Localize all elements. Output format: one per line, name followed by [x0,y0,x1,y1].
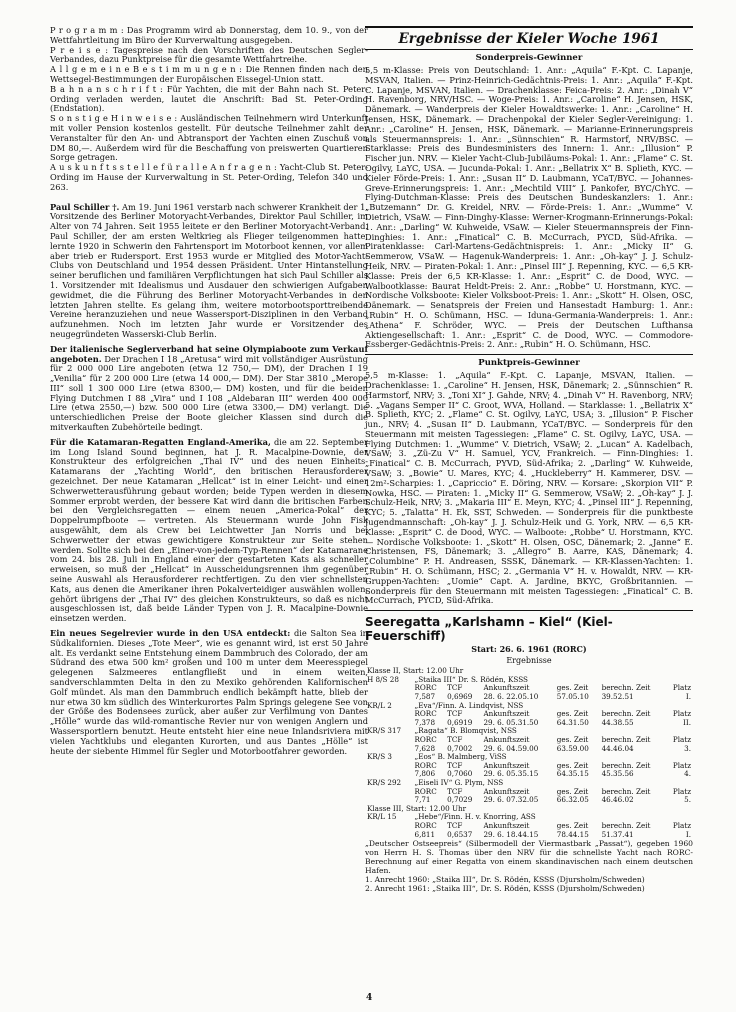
table-cell: TCF [447,709,463,719]
usa-article [50,629,368,756]
table-cell: Ankunftszeit [483,683,530,693]
italian-heading: Der italienische Seglerverband hat seine Olympiaboote zum Verkauf angeboten. [50,343,368,364]
table-cell: 63.59.00 [556,743,589,753]
table-cell: 66.32.05 [556,795,589,805]
table-cell: berechn. Zeit [601,734,651,744]
table-cell: berechn. Zeit [601,709,651,719]
table-cell [365,762,413,771]
table-cell [365,788,413,797]
table-cell: Platz [672,734,691,744]
table-cell: 0,6919 [447,717,473,727]
table-cell: ges. Zeit [556,820,589,830]
results-subheading: Ergebnisse [506,656,552,666]
table-cell: Klasse II, Start: 12.00 Uhr [367,666,464,676]
table-cell: Klasse III, Start: 12.00 Uhr [367,803,467,813]
table-cell: berechn. Zeit [601,683,651,693]
table-cell: „Eiseli IV“ G. Plym, NSS [414,777,504,787]
table-cell: „Hebe“/Finn. H. v. Knorring, ASS [414,812,536,822]
table-cell: KR/L 15 [367,812,397,822]
bestimmungen-paragraph: A l l g e m e i n e B e s t i m m u n g e n : Die Rennen finden nach den Wettsegel-Bestimmungen der Europäischen Eissegel-Union statt. [50,64,368,84]
table-cell: 44.46.04 [601,743,634,753]
table-cell: Platz [672,760,691,770]
table-cell: 3. [684,743,691,753]
regatta-start: Start: 26. 6. 1961 (RORC) [471,644,587,655]
auskunft-paragraph: A u s k u n f t s s t e l l e f ü r a l l e A n f r a g e n : Yacht-Club St. Peter-Ording im Hause der Kurverwaltung in St. Peter-Ording, Telefon 340 und 263. [50,162,368,192]
table-cell: RORC [414,820,437,830]
table-cell: 78.44.15 [556,829,589,839]
table-cell: berechn. Zeit [601,820,651,830]
page-number: 4 [366,993,373,1003]
table-cell: Ankunftszeit [483,709,530,719]
table-cell: berechn. Zeit [601,760,651,770]
table-cell: 0,6537 [447,829,473,839]
table-cell: KR/S 3 [367,752,392,762]
table-cell: RORC [414,786,437,796]
anrecht-1961: 2. Anrecht 1961: „Staika III“, Dr. S. Rödén, KSSS (Djursholm/Schweden) [365,884,645,894]
table-cell: „Ragata“ B. Blomqvist, NSS [414,726,517,736]
punktpreis-heading: Punktpreis-Gewinner [478,358,580,369]
punktpreis-body: 5,5 m-Klasse: 1. „Aquila“ F.-Kpt. C. Lapanje, MSVAN, Italien. — Drachenklasse: 1. „Caroline“ H. Jensen, HSK, Dänemark; 2. „Sünnschien“ R. Harmstorf, NRV; 3. „Toni XI“ J. Gahde, NRV; 4. „Dinah V“ H. Ravenborg, NRV; 5. „Vagans Semper II“ C. Groot, WVA, Holland. — Starklasse: 1. „Bellatrix X“ B. Splieth, KYC; 2. „Flame“ C. St. Ogilvy, LaYC, USA; 3. „Illusion“ P. Fischer jun., NRV; 4. „Susan II“ D. Laubmann, YCaT/BYC. — Sonderpreis für den Steuermann mit meisten Tagessiegen: „Flame“ C. St. Ogilvy, LaYC, USA. — Flying Dutchmen: 1. „Wumme“ V. Dietrich, VSaW; 2. „Lucan“ A. Kadelbach, VSaW; 3. „Zü-Zu V“ H. Samuel, YCV, Frankreich. — Finn-Dinghies: 1. „Finatical“ C. B. McCurrach, PYVD, Süd-Afrika; 2. „Darling“ W. Kuhweide, VSaW; 3. „Bowie“ U. Mares, KYC; 4. „Huckleberry“ H. Kammerer, DSV. — 12m²-Scharpies: 1. „Capriccio“ E. Döring, NRV. — Korsare: „Skorpion VII“ P. Nowka, HSC. — Piraten: 1. „Micky II“ G. Semmerow, VSaW; 2. „Oh-kay“ J. J. Schulz-Heik, NRV; 3. „Makaria III“ E. Meyn, KYC; 4. „Pinsel III“ J. Repenning, KYC; 5. „Talatta“ H. Ek, SST, Schweden. — Sonderpreis für die punktbeste Jugendmannschaft: „Oh-kay“ J. J. Schulz-Heik und G. York, NRV. — 6,5 KR-Klasse: „Esprit“ C. de Dood, WYC. — Walboote: „Robbe“ U. Horstmann, KYC. — Nordische Volksboote: 1. „Skott“ H. Olsen, OSC, Dänemark; 2. „Janne“ E. Christensen, FS, Dänemark; 3. „Allegro“ B. Aarre, KAS, Dänemark; 4. „Columbine“ P. H. Andreasen, SSSK, Dänemark. — KR-Klassen-Yachten: 1. „Rubin“ H. O. Schümann, HSC; 2. „Germania V“ H. v. Howaldt, NRV. — KR-Gruppen-Yachten: „Uomie“ Capt. A. Jardine, BKYC, Großbritannien. — Sonderpreis für den Steuermann mit meisten Tagessiegen: „Finatical“ C. B. McCurrach, PYCD, Süd-Afrika. [365,370,693,606]
right-column [365,26,693,893]
results-title: Ergebnisse der Kieler Woche 1961 [365,26,693,50]
table-cell: „Staika III“ Dr. S. Rödén, KSSS [414,674,528,684]
table-cell: 46.46.02 [601,795,634,805]
table-cell: I. [685,692,691,702]
table-cell: 7,71 [414,795,431,805]
left-column [50,26,368,756]
table-cell: Platz [672,786,691,796]
table-cell [365,710,413,719]
table-cell: RORC [414,734,437,744]
table-cell: TCF [447,760,463,770]
table-cell: H 8/S 28 [367,674,399,684]
table-cell: 5. [684,795,691,805]
table-cell: KR/S 317 [367,726,402,736]
table-cell: „Eva“/Finn. A. Lindqvist, NSS [414,700,524,710]
table-cell [365,684,413,693]
schiller-article [50,203,368,340]
katamaran-heading: Für die Katamaran-Regatten England-Amerika, [50,436,271,447]
table-cell: 64.31.50 [556,717,589,727]
table-cell: RORC [414,709,437,719]
table-cell: TCF [447,820,463,830]
sonderpreis-heading: Sonderpreis-Gewinner [475,53,583,63]
table-cell: 0,7060 [447,769,473,779]
table-cell: Platz [672,709,691,719]
schiller-body: Am 19. Juni 1961 verstarb nach schwerer Krankheit der 1. Vorsitzende des Berliner Motoryacht-Verbandes, Direktor Paul Schiller, im Alter von 74 Jahren. Seit 1955 leitete er den Berliner Motoryacht-Verband. Paul Schiller, der am ersten Weltkrieg als Flieger teilgenommen hatte, lernte 1920 in Schwerin den Fahrtensport im Motorboot kennen, vor allem aber trieb er Rudersport. Erst 1953 wurde er Mitglied des Motor-Yacht-Clubs von Deutschland und 1954 dessen Präsident. Unter Hintanstellung seiner beruflichen und familiären Verpflichtungen hat sich Paul Schiller als 1. Vorsitzender mit Idealismus und Ausdauer den schwierigen Aufgaben gewidmet, die die Führung des Berliner Motoryacht-Verbandes in den letzten Jahren stellte. Es gelang ihm, weitere motorbootsporttreibende Vereine heranzuziehen und neue Wassersport-Disziplinen in den Verband aufzunehmen. Noch im letzten Jahr wurde er Vorsitzender des neugegründeten Wasserski-Club Berlin. [50,201,368,339]
programm-paragraph: P r o g r a m m : Das Programm wird ab Donnerstag, dem 10. 9., von der Wettfahrtleitung im Büro der Kurverwaltung ausgegeben. [50,25,368,45]
table-cell: TCF [447,734,463,744]
table-cell: TCF [447,786,463,796]
table-cell: Ankunftszeit [483,786,530,796]
table-cell: 45.35.56 [601,769,634,779]
bahnanschrift-paragraph: B a h n a n s c h r i f t : Für Yachten, die mit der Bahn nach St. Peter-Ording verladen werden, lautet die Anschrift: Bad St. Peter-Ording (Endstation). [50,83,368,114]
anrecht-1960: 1. Anrecht 1960: „Staika III“, Dr. S. Rödén, KSSS (Djursholm/Schweden) [365,875,645,885]
table-cell: 51.37.41 [601,829,634,839]
table-cell: 29. 6. 18.44.15 [483,829,539,839]
table-cell: berechn. Zeit [601,786,651,796]
table-cell: 57.05.10 [556,692,589,702]
table-cell: 29. 6. 04.59.00 [483,743,539,753]
table-cell: 29. 6. 05.31.50 [483,717,539,727]
table-cell: 64.35.15 [556,769,589,779]
italian-article [50,345,368,433]
table-cell: 7,628 [414,743,436,753]
table-cell: ges. Zeit [556,709,589,719]
table-cell: I. [685,829,691,839]
table-cell: Ankunftszeit [483,734,530,744]
table-cell [365,831,413,840]
preise-paragraph: P r e i s e : Tagespreise nach den Vorschriften des Deutschen Segler-Verbandes, dazu Punktpreise für die gesamte Wettfahrtreihe. [50,44,368,65]
table-cell: 44.38.55 [601,717,634,727]
table-cell: ges. Zeit [556,760,589,770]
sonderpreis-body: 5,5 m-Klasse: Preis von Deutschland: 1. Anr.: „Aquila“ F.-Kpt. C. Lapanje, MSVAN, Italien. — Prinz-Heinrich-Gedächtnis-Preis: 1. Anr.: „Aquila“ F.-Kpt. C. Lapanje, MSVAN, Italien. — Drachenklasse: Feica-Preis: 2. Anr.: „Dinah V“ H. Ravenborg, NRV/HSC. — Woge-Preis: 1. Anr.: „Caroline“ H. Jensen, HSK, Dänemark. — Wanderpreis der Kieler Howaldtswerke: 1. Anr.: „Caroline“ H. Jensen, HSK, Dänemark. — Drachenpokal der Kieler Segler-Vereinigung: 1. Anr.: „Caroline“ H. Jensen, HSK, Dänemark. — Marianne-Erinnerungspreis als Steuermannspreis: 1. Anr.: „Sünnschien“ R. Harmstorf, NRV/BSC. — Starklasse: Preis des Bundesministers des Innern: 1. Anr.: „Illusion“ P. Fischer jun. NRV. — Kieler Yacht-Club-Jubiläums-Pokal: 1. Anr.: „Flame“ C. St. Ogilvy, LaYC, USA. — Jucunda-Pokal: 1. Anr.: „Bellatrix X“ B. Splieth, KYC. — Kieler Förde-Preis: 1. Anr.: „Susan II“ D. Laubmann, YCaT/BYC. — Johannes-Greve-Erinnerungspreis: 1. Anr.: „Mechtild VIII“ J. Pankofer, BYC/ChYC. — Flying-Dutchman-Klasse: Preis des Deutschen Bundeskanzlers: 1. Anr.: „Butzemann“ Dr. G. Kreidel, NRV. — Förde-Preis: 1. Anr.: „Wumme“ V. Dietrich, VSaW. — Finn-Dinghy-Klasse: Werner-Krogmann-Erinnerungs-Pokal: 1. Anr.: „Darling“ W. Kuhweide, VSaW. — Kieler Steuermannspreis der Finn-Dinghies: 1. Anr.: „Finatical“ C. B. McCurrach, PYCD, Süd-Afrika. — Piratenklasse: Carl-Martens-Gedächtnispreis: 1. Anr.: „Micky II“ G. Semmerow, VSaW. — Hagenuk-Wanderpreis: 1. Anr.: „Oh-kay“ J. J. Schulz-Heik, NRV. — Piraten-Pokal: 1. Anr.: „Pinsel III“ J. Repenning, KYC. — 6,5 KR-Klasse: Preis der 6,5 KR-Klasse: 1. Anr.: „Esprit“ C. de Dood, WYC. — Walbootklasse: Baurat Heldt-Preis: 2. Anr.: „Robbe“ U. Horstmann, KYC. — Nordische Volksboote: Kieler Volksboot-Preis: 1. Anr.: „Skott“ H. Olsen, OSC, Dänemark. — Senatspreis der Freien und Hansestadt Hamburg: 1. Anr.: „Rubin“ H. O. Schümann, HSC. — Iduna-Germania-Wanderpreis: 1. Anr.: „Athena“ F. Schröder, WYC. — Preis der Deutschen Lufthansa Aktiengesellschaft: 1. Anr.: „Esprit“ C. de Dood, WYC. — Commodore-Essberger-Gedächtnis-Preis: 2. Anr.: „Rubin“ H. O. Schümann, HSC. [365,65,693,350]
regatta-title: Seeregatta „Karlshamn – Kiel“ (Kiel-Feuerschiff) [365,610,693,643]
table-cell [365,736,413,745]
table-cell: KR/L 2 [367,700,392,710]
table-cell: 7,378 [414,717,436,727]
table-cell: Ankunftszeit [483,760,530,770]
ostseepreis-paragraph: „Deutscher Ostseepreis“ (Silbermodell der Viermastbark „Passat“), gegeben 1960 von Herrn H. S. Thomas über den NRV für die schnellste Yacht nach RORC-Berechnung auf einer Regatta von einem skandinavischen nach einem deutschen Hafen. [365,839,693,876]
table-cell: ges. Zeit [556,683,589,693]
table-cell: 39.52.51 [601,692,634,702]
katamaran-article [50,438,368,624]
usa-heading: Ein neues Segelrevier wurde in den USA entdeckt: [50,628,291,639]
table-cell: 28. 6. 22.05.10 [483,692,539,702]
table-cell: ges. Zeit [556,734,589,744]
schiller-heading: Paul Schiller †. [50,201,120,212]
table-cell: RORC [414,683,437,693]
table-cell: 7,587 [414,692,436,702]
table-cell: KR/S 292 [367,777,402,787]
table-cell: 7,806 [414,769,436,779]
table-cell: 29. 6. 07.32.05 [483,795,539,805]
hinweise-paragraph: S o n s t i g e H i n w e i s e : Ausländischen Teilnehmern wird Unterkunft mit voller Pension kostenlos gestellt. Für deutsche Teilnehmer zahlt der Veranstalter für den An- und Abtransport der Yachten einen Zuschuß von DM 80,—. Außerdem wird für die Beschaffung von preiswerten Quartieren Sorge getragen. [50,113,368,163]
table-cell: Platz [672,820,691,830]
table-cell: 0,7002 [447,743,473,753]
table-cell: RORC [414,760,437,770]
regatta-results-table [365,667,693,839]
table-cell [365,822,413,831]
table-cell: 0,7029 [447,795,473,805]
table-cell: 0,6969 [447,692,473,702]
usa-body: die Salton Sea in Südkalifornien. Dieses „Tote Meer“, wie es genannt wird, ist erst 50 Jahre alt. Es verdankt seine Entstehung einem Dammbruch des Colorado, der am Südrand des etwa 500 km² großen und 100 m unter dem Meeresspiegel gelegenen Salzmeeres entlangfließt und in einem weiten, sandverschlammten Delta in den zu Mexiko gehörenden Kalifornischen Golf mündet. Als man den Dammbruch endlich bekämpft hatte, blieb der nur etwa 30 km südlich des Winterkurortes Palm Springs gelegene See von der Größe des Bodensees zurück, aber außer zur Verfilmung von Dantes „Hölle“ wurde das wild-romantische Revier nur von wenigen Anglern und Wassersportlern benutzt. Heute entsteht hier eine neue Inlandsriviera mit vielen Yachtklubs und eleganten Kurorten, und aus Dantes „Hölle“ ist heute der siebente Himmel für Segler und Motorbootfahrer geworden. [50,628,368,756]
table-cell: „Eos“ B. Malmberg, ViSS [414,752,507,762]
table-cell: 29. 6. 05.35.15 [483,769,539,779]
table-cell: Platz [672,683,691,693]
italian-body: Der Drachen I 18 „Aretusa“ wird mit vollständiger Ausrüstung für 2 000 000 Lire angeboten (etwa 12 750,— DM), der Drachen I 19 „Venilia“ für 2 200 000 Lire (etwa 14 000,— DM). Der Star 3810 „Merope III“ soll 1 300 000 Lire (etwa 8300,— DM) kosten, und für die beiden Flying Dutchmen I 88 „Vira“ und I 108 „Aldebaran III“ werden 400 000 Lire (etwa 2550,—) bzw. 500 000 Lire (etwa 3300,— DM) verlangt. Die unterschiedlichen Preise der Boote gleicher Klassen sind durch die mitverkauften Zubehörteile bedingt. [50,353,368,433]
katamaran-body: die am 22. September im Long Island Sound beginnen, hat J. R. Macalpine-Downie, der Konstrukteur des erfolgreichen „Thai IV“ und des neuen Einheits-Katamarans der „Yachting World“, den britischen Herausforderer gezeichnet. Der neue Katamaran „Hellcat“ ist in einer Leicht- und einer Schwerwetterausführung gebaut worden; beide Typen werden in diesem Sommer erprobt werden, der bessere Kat wird dann die britischen Farben bei den Vergleichsregatten — einem neuen „America-Pokal“ der Doppelrumpfboote — vertreten. Als Steuermann wurde John Fisk ausgewählt, dem als Crew bei Leichtwetter Jan Norris und bei Schwerwetter der etwas gewichtigere Konstrukteur zur Seite stehen werden. Sollte sich bei den „Einer-von-jedem-Typ-Rennen“ der Katamarane vom 24. bis 28. Juli in England einer der gestarteten Kats als schneller erweisen, so muß der „Hellcat“ in Ausscheidungsrennen ihm gegenüber seine Auswahl als Herausforderer rechtfertigen. Zu den vier schnellsten Kats, aus denen die Amerikaner ihren Pokalverteidiger auswählen wollen, gehört übrigens der „Thai IV“ des gleichen Konstrukteurs, so daß es nicht ausgeschlossen ist, daß beide Länder Typen von J. R. Macalpine-Downie einsetzen werden. [50,436,368,624]
table-cell: TCF [447,683,463,693]
table-cell: II. [683,717,691,727]
table-cell: ges. Zeit [556,786,589,796]
table-row [365,831,693,840]
table-cell: Ankunftszeit [483,820,530,830]
table-cell: 6,811 [414,829,436,839]
table-cell: 4. [684,769,691,779]
